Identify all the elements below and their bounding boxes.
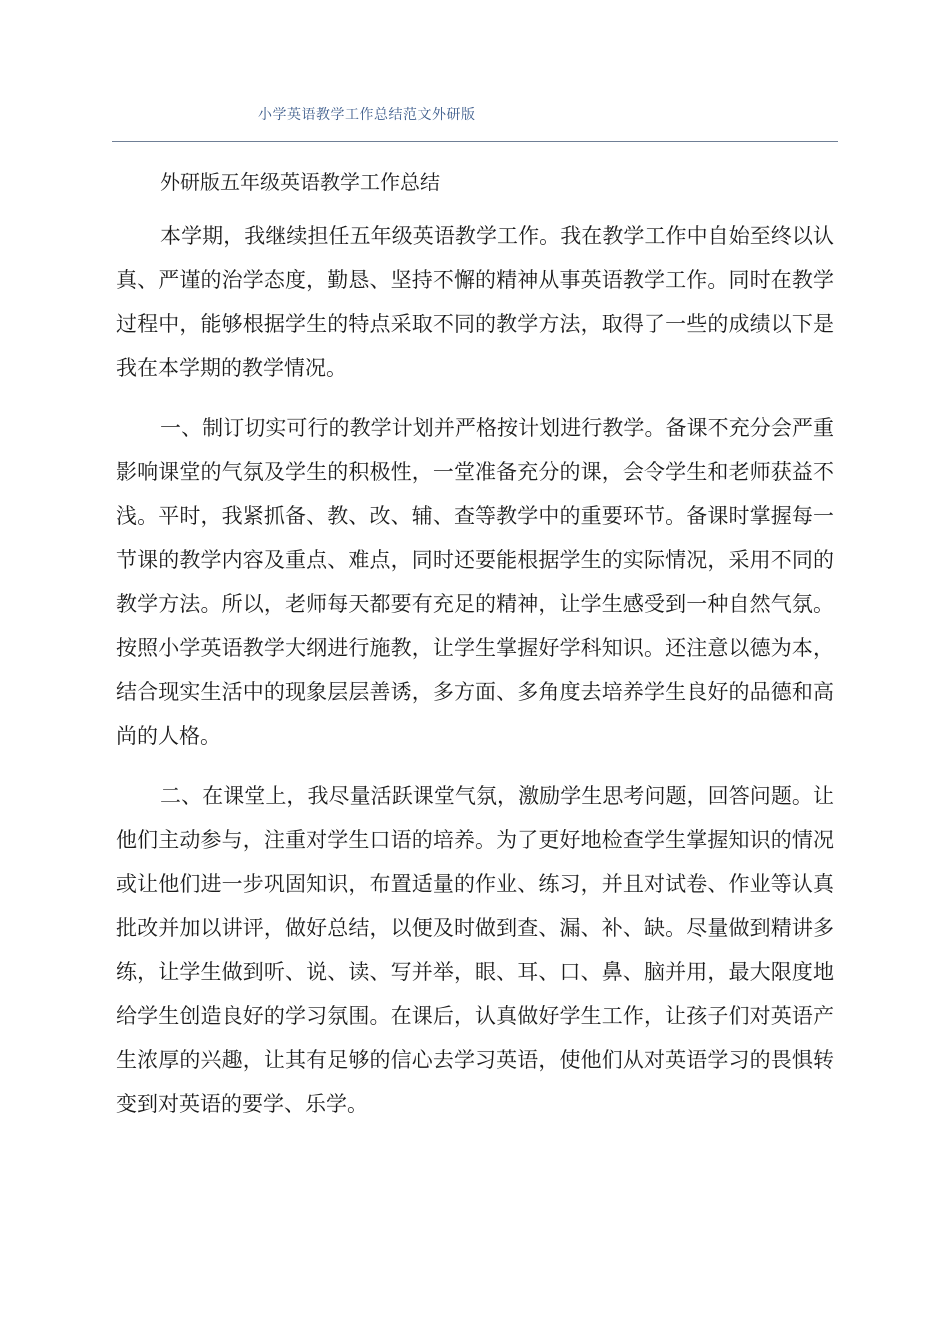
running-header: 小学英语教学工作总结范文外研版: [258, 107, 476, 123]
paragraph-section-2: 二、在课堂上，我尽量活跃课堂气氛，激励学生思考问题，回答问题。让他们主动参与，注重对学生口语的培养。为了更好地检查学生掌握知识的情况或让他们进一步巩固知识，布置适量的作业、练习，并且对试卷、作业等认真批改并加以讲评，做好总结，以便及时做到查、漏、补、缺。尽量做到精讲多练，让学生做到听、说、读、写并举，眼、耳、口、鼻、脑并用，最大限度地给学生创造良好的学习氛围。在课后，认真做好学生工作，让孩子们对英语产生浓厚的兴趣，让其有足够的信心去学习英语，使他们从对英语学习的畏惧转变到对英语的要学、乐学。: [116, 784, 834, 1116]
paragraph-intro: 本学期，我继续担任五年级英语教学工作。我在教学工作中自始至终以认真、严谨的治学态度，勤恳、坚持不懈的精神从事英语教学工作。同时在教学过程中，能够根据学生的特点采取不同的教学方法，取得了一些的成绩以下是我在本学期的教学情况。: [116, 224, 834, 380]
paragraph-section-1: 一、制订切实可行的教学计划并严格按计划进行教学。备课不充分会严重影响课堂的气氛及学生的积极性，一堂准备充分的课，会令学生和老师获益不浅。平时，我紧抓备、教、改、辅、查等教学中的重要环节。备课时掌握每一节课的教学内容及重点、难点，同时还要能根据学生的实际情况，采用不同的教学方法。所以，老师每天都要有充足的精神，让学生感受到一种自然气氛。按照小学英语教学大纲进行施教，让学生掌握好学科知识。还注意以德为本，结合现实生活中的现象层层善诱，多方面、多角度去培养学生良好的品德和高尚的人格。: [116, 416, 834, 748]
document-body: [116, 160, 834, 1142]
document-title: 外研版五年级英语教学工作总结: [160, 170, 440, 194]
header-divider: [112, 141, 838, 142]
